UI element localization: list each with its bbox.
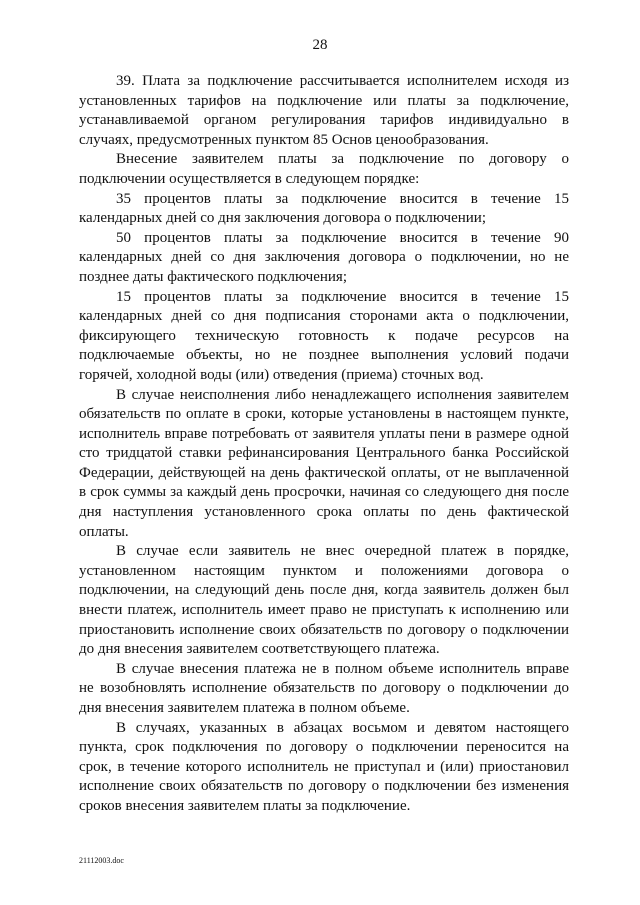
paragraph-payment-order: Внесение заявителем платы за подключение по договору о подключении осуществляется в следующем порядке: <box>79 151 569 187</box>
paragraph-missed-payment: В случае если заявитель не внес очередной платеж в порядке, установленном настоящим пунктом и положениями договора о подключении, на следующий день после дня, когда заявитель должен был внести платеж, исполнитель имеет право не приступать к исполнению или приостановить исполнение своих обязательств по договору о подключении до дня внесения заявителем соответствующего платежа. <box>79 543 569 658</box>
document-body <box>79 72 569 817</box>
paragraph-50-percent: 50 процентов платы за подключение вносится в течение 90 календарных дней со дня заключения договора о подключении, но не позднее даты фактического подключения; <box>79 229 569 285</box>
paragraph-15-percent: 15 процентов платы за подключение вносится в течение 15 календарных дней со дня подписания сторонами акта о подключении, фиксирующего техническую готовность к подаче ресурсов на подключаемые объекты, но не позднее выполнения условий подачи горячей, холодной воды (или) отведения (приема) сточных вод. <box>79 288 569 383</box>
paragraph-penalty: В случае неисполнения либо ненадлежащего исполнения заявителем обязательств по оплате в сроки, которые установлены в настоящем пункте, исполнитель вправе потребовать от заявителя уплаты пени в размере одной сто тридцатой ставки рефинансирования Центрального банка Российской Федерации, действующей на день фактической оплаты, от не выплаченной в срок суммы за каждый день просрочки, начиная со следующего дня после дня наступления установленного срока оплаты по день фактической оплаты. <box>79 386 569 540</box>
paragraph-35-percent: 35 процентов платы за подключение вносится в течение 15 календарных дней со дня заключения договора о подключении; <box>79 190 569 227</box>
paragraph-item-39-intro: 39. Плата за подключение рассчитывается исполнителем исходя из установленных тарифов на подключение или платы за подключение, устанавливаемой органом регулирования тарифов индивидуально в случаях, предусмотренных пунктом 85 Основ ценообразования. <box>79 73 569 148</box>
paragraph-deadline-shift: В случаях, указанных в абзацах восьмом и девятом настоящего пункта, срок подключения по договору о подключении переносится на срок, в течение которого исполнитель не приступал и (или) приостановил исполнение своих обязательств по договору о подключении без изменения сроков внесения заявителем платы за подключение. <box>79 719 569 814</box>
footer-filename: 21112003.doc <box>79 856 124 865</box>
page-number: 28 <box>312 37 328 53</box>
paragraph-partial-payment: В случае внесения платежа не в полном объеме исполнитель вправе не возобновлять исполнение обязательств по договору о подключении до дня внесения заявителем платежа в полном объеме. <box>79 660 569 716</box>
